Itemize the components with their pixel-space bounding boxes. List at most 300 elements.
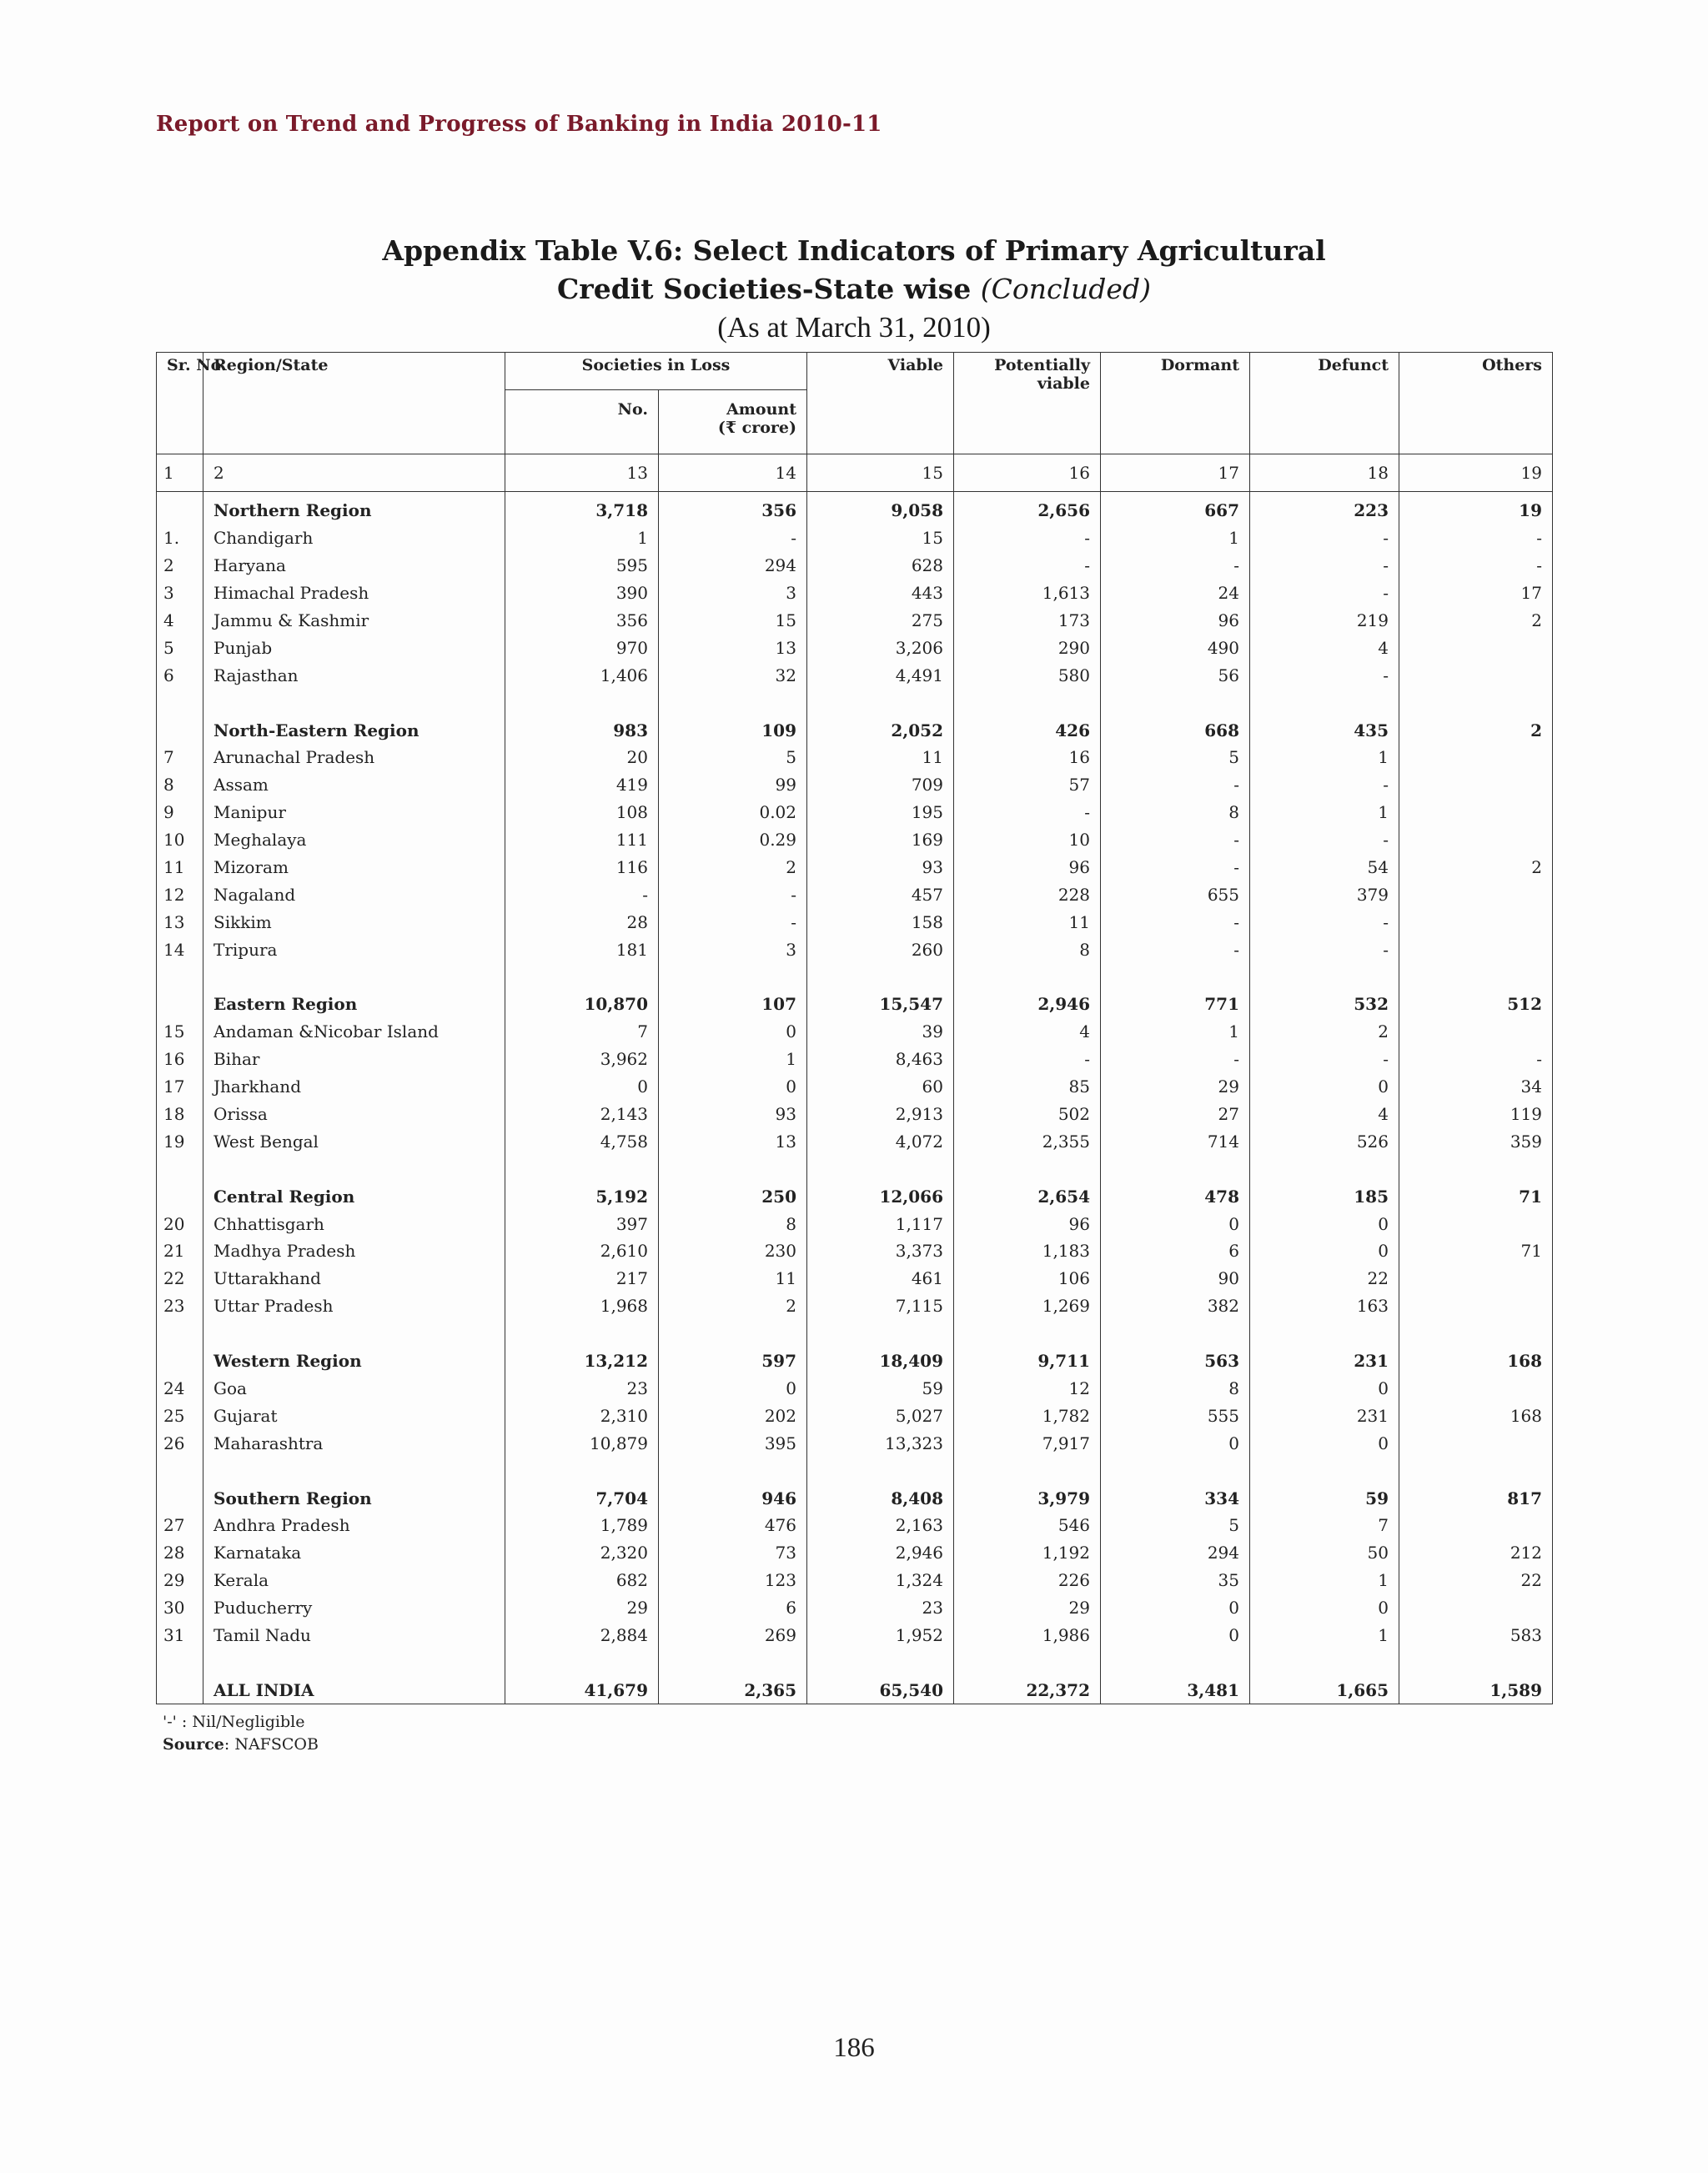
spacer-cell: [1399, 963, 1553, 991]
defunct-cell: 1: [1250, 744, 1399, 771]
sr-no-cell: 4: [157, 607, 203, 635]
viable-cell: 709: [807, 771, 954, 799]
others-cell: 17: [1399, 580, 1553, 607]
sr-no-cell: [157, 991, 203, 1018]
potentially-viable-cell: 1,192: [954, 1539, 1101, 1567]
no-cell: 970: [505, 634, 659, 661]
table-row: [157, 1375, 1553, 1403]
defunct-cell: 532: [1250, 991, 1399, 1018]
dormant-cell: 0: [1101, 1594, 1250, 1622]
viable-cell: 39: [807, 1018, 954, 1046]
no-cell: 1,968: [505, 1292, 659, 1320]
region-state-cell: Chhattisgarh: [203, 1210, 505, 1237]
others-cell: [1399, 1429, 1553, 1457]
viable-cell: 2,163: [807, 1512, 954, 1539]
spacer-cell: [659, 1320, 807, 1347]
region-row: [157, 1347, 1553, 1375]
sr-no-cell: 14: [157, 936, 203, 963]
table-row: [157, 1237, 1553, 1265]
no-cell: 1,406: [505, 661, 659, 689]
viable-cell: 2,946: [807, 1539, 954, 1567]
viable-cell: 59: [807, 1375, 954, 1403]
no-cell: 4,758: [505, 1127, 659, 1155]
table-row: [157, 826, 1553, 854]
others-cell: 359: [1399, 1127, 1553, 1155]
spacer-cell: [1399, 1457, 1553, 1484]
region-state-cell: North-Eastern Region: [203, 716, 505, 744]
table-row: [157, 1292, 1553, 1320]
no-cell: 3,962: [505, 1046, 659, 1073]
no-cell: 7: [505, 1018, 659, 1046]
dormant-cell: 5: [1101, 1512, 1250, 1539]
table-row: [157, 854, 1553, 881]
amount-cell: -: [659, 881, 807, 908]
amount-cell: 13: [659, 1127, 807, 1155]
dormant-cell: 24: [1101, 580, 1250, 607]
dormant-cell: 294: [1101, 1539, 1250, 1567]
region-state-cell: Southern Region: [203, 1484, 505, 1512]
others-cell: [1399, 1292, 1553, 1320]
defunct-cell: 1: [1250, 799, 1399, 826]
amount-cell: 107: [659, 991, 807, 1018]
no-cell: 111: [505, 826, 659, 854]
dormant-cell: 490: [1101, 634, 1250, 661]
sr-no-cell: 8: [157, 771, 203, 799]
column-number: 13: [505, 454, 659, 492]
viable-cell: 8,408: [807, 1484, 954, 1512]
sr-no-cell: 2: [157, 552, 203, 580]
amount-cell: 476: [659, 1512, 807, 1539]
no-cell: 2,884: [505, 1622, 659, 1649]
region-state-cell: Northern Region: [203, 492, 505, 524]
spacer-cell: [954, 1457, 1101, 1484]
potentially-viable-cell: 2,946: [954, 991, 1101, 1018]
viable-cell: 275: [807, 607, 954, 635]
table-title-block: [0, 232, 1708, 347]
potentially-viable-cell: 96: [954, 854, 1101, 881]
region-state-cell: Rajasthan: [203, 661, 505, 689]
amount-cell: 3: [659, 580, 807, 607]
sr-no-cell: 9: [157, 799, 203, 826]
amount-cell: 5: [659, 744, 807, 771]
sr-no-cell: 13: [157, 908, 203, 936]
amount-cell: -: [659, 524, 807, 552]
spacer-cell: [1399, 1155, 1553, 1182]
source-note: [163, 1734, 319, 1756]
region-state-cell: Puducherry: [203, 1594, 505, 1622]
region-state-cell: Haryana: [203, 552, 505, 580]
table-title-concluded: (Concluded): [980, 273, 1151, 305]
others-cell: 34: [1399, 1073, 1553, 1101]
spacer-cell: [157, 963, 203, 991]
sr-no-cell: 7: [157, 744, 203, 771]
potentially-viable-cell: 4: [954, 1018, 1101, 1046]
sr-no-cell: 15: [157, 1018, 203, 1046]
table-row: [157, 1210, 1553, 1237]
viable-cell: 3,206: [807, 634, 954, 661]
defunct-cell: 0: [1250, 1375, 1399, 1403]
sr-no-cell: 16: [157, 1046, 203, 1073]
defunct-cell: 219: [1250, 607, 1399, 635]
dormant-cell: 3,481: [1101, 1676, 1250, 1704]
amount-cell: 597: [659, 1347, 807, 1375]
nil-note: [163, 1711, 319, 1734]
no-cell: 419: [505, 771, 659, 799]
spacer-row: [157, 1649, 1553, 1676]
others-cell: 512: [1399, 991, 1553, 1018]
others-cell: [1399, 1210, 1553, 1237]
potentially-viable-cell: 10: [954, 826, 1101, 854]
region-state-cell: Jammu & Kashmir: [203, 607, 505, 635]
others-cell: -: [1399, 524, 1553, 552]
amount-cell: 6: [659, 1594, 807, 1622]
others-cell: -: [1399, 552, 1553, 580]
spacer-cell: [203, 1155, 505, 1182]
potentially-viable-cell: 9,711: [954, 1347, 1101, 1375]
no-cell: 595: [505, 552, 659, 580]
spacer-cell: [203, 689, 505, 716]
others-cell: [1399, 1375, 1553, 1403]
potentially-viable-cell: 228: [954, 881, 1101, 908]
amount-cell: 2: [659, 854, 807, 881]
table-row: [157, 881, 1553, 908]
others-cell: [1399, 881, 1553, 908]
region-state-cell: Manipur: [203, 799, 505, 826]
others-cell: [1399, 1018, 1553, 1046]
defunct-cell: -: [1250, 524, 1399, 552]
defunct-cell: 0: [1250, 1594, 1399, 1622]
others-cell: [1399, 826, 1553, 854]
dormant-cell: 1: [1101, 1018, 1250, 1046]
dormant-cell: 555: [1101, 1402, 1250, 1429]
sr-no-cell: [157, 1676, 203, 1704]
header-societies-in-loss: Societies in Loss: [505, 353, 807, 390]
others-cell: [1399, 1594, 1553, 1622]
dormant-cell: 90: [1101, 1265, 1250, 1292]
potentially-viable-cell: 85: [954, 1073, 1101, 1101]
sr-no-cell: 24: [157, 1375, 203, 1403]
no-cell: 5,192: [505, 1182, 659, 1210]
header-amount-line2: (₹ crore): [717, 419, 796, 437]
sr-no-cell: 31: [157, 1622, 203, 1649]
no-cell: 390: [505, 580, 659, 607]
spacer-cell: [954, 1320, 1101, 1347]
region-state-cell: Chandigarh: [203, 524, 505, 552]
amount-cell: 0: [659, 1073, 807, 1101]
spacer-cell: [157, 1155, 203, 1182]
table-row: [157, 607, 1553, 635]
table-row: [157, 1018, 1553, 1046]
viable-cell: 65,540: [807, 1676, 954, 1704]
dormant-cell: 5: [1101, 744, 1250, 771]
sr-no-cell: 18: [157, 1101, 203, 1128]
sr-no-cell: 1.: [157, 524, 203, 552]
no-cell: 1: [505, 524, 659, 552]
spacer-cell: [1101, 689, 1250, 716]
viable-cell: 4,491: [807, 661, 954, 689]
header-sr-no: Sr. No.: [157, 353, 203, 454]
table-row: [157, 1539, 1553, 1567]
amount-cell: 395: [659, 1429, 807, 1457]
others-cell: 583: [1399, 1622, 1553, 1649]
spacer-cell: [1101, 963, 1250, 991]
region-state-cell: Kerala: [203, 1567, 505, 1594]
table-row: [157, 744, 1553, 771]
spacer-row: [157, 963, 1553, 991]
spacer-cell: [505, 1457, 659, 1484]
defunct-cell: 0: [1250, 1429, 1399, 1457]
potentially-viable-cell: 1,782: [954, 1402, 1101, 1429]
others-cell: [1399, 771, 1553, 799]
others-cell: 168: [1399, 1347, 1553, 1375]
defunct-cell: 435: [1250, 716, 1399, 744]
no-cell: 108: [505, 799, 659, 826]
nil-text: Nil/Negligible: [192, 1713, 305, 1731]
viable-cell: 8,463: [807, 1046, 954, 1073]
amount-cell: 294: [659, 552, 807, 580]
table-row: [157, 580, 1553, 607]
potentially-viable-cell: 22,372: [954, 1676, 1101, 1704]
region-state-cell: Mizoram: [203, 854, 505, 881]
spacer-cell: [954, 689, 1101, 716]
sr-no-cell: 20: [157, 1210, 203, 1237]
spacer-cell: [203, 1320, 505, 1347]
no-cell: 397: [505, 1210, 659, 1237]
header-dormant: Dormant: [1101, 353, 1250, 454]
no-cell: 10,870: [505, 991, 659, 1018]
dormant-cell: -: [1101, 826, 1250, 854]
spacer-cell: [807, 963, 954, 991]
spacer-cell: [1250, 963, 1399, 991]
column-number: 16: [954, 454, 1101, 492]
viable-cell: 260: [807, 936, 954, 963]
spacer-cell: [157, 1457, 203, 1484]
region-state-cell: Maharashtra: [203, 1429, 505, 1457]
region-state-cell: Uttar Pradesh: [203, 1292, 505, 1320]
defunct-cell: 2: [1250, 1018, 1399, 1046]
potentially-viable-cell: 546: [954, 1512, 1101, 1539]
amount-cell: 109: [659, 716, 807, 744]
dormant-cell: 96: [1101, 607, 1250, 635]
potentially-viable-cell: 12: [954, 1375, 1101, 1403]
potentially-viable-cell: 1,613: [954, 580, 1101, 607]
potentially-viable-cell: 2,654: [954, 1182, 1101, 1210]
others-cell: [1399, 1265, 1553, 1292]
viable-cell: 5,027: [807, 1402, 954, 1429]
no-cell: 181: [505, 936, 659, 963]
amount-cell: 73: [659, 1539, 807, 1567]
dormant-cell: -: [1101, 1046, 1250, 1073]
viable-cell: 169: [807, 826, 954, 854]
viable-cell: 13,323: [807, 1429, 954, 1457]
viable-cell: 628: [807, 552, 954, 580]
dormant-cell: -: [1101, 854, 1250, 881]
dormant-cell: -: [1101, 552, 1250, 580]
amount-cell: 2,365: [659, 1676, 807, 1704]
potentially-viable-cell: 2,656: [954, 492, 1101, 524]
spacer-cell: [203, 1649, 505, 1676]
table-row: [157, 1073, 1553, 1101]
amount-cell: 15: [659, 607, 807, 635]
sr-no-cell: 6: [157, 661, 203, 689]
no-cell: 0: [505, 1073, 659, 1101]
potentially-viable-cell: 8: [954, 936, 1101, 963]
dormant-cell: 29: [1101, 1073, 1250, 1101]
no-cell: 1,789: [505, 1512, 659, 1539]
spacer-cell: [1101, 1320, 1250, 1347]
others-cell: 22: [1399, 1567, 1553, 1594]
header-potentially-viable-line1: Potentially: [994, 356, 1090, 374]
column-number-row: [157, 454, 1553, 492]
source-label: Source: [163, 1735, 224, 1754]
dormant-cell: -: [1101, 908, 1250, 936]
header-potentially-viable: [954, 353, 1101, 454]
potentially-viable-cell: 426: [954, 716, 1101, 744]
region-state-cell: Tripura: [203, 936, 505, 963]
others-cell: [1399, 634, 1553, 661]
spacer-cell: [505, 1320, 659, 1347]
spacer-cell: [505, 689, 659, 716]
others-cell: 212: [1399, 1539, 1553, 1567]
spacer-cell: [807, 1155, 954, 1182]
dormant-cell: 667: [1101, 492, 1250, 524]
defunct-cell: 54: [1250, 854, 1399, 881]
region-state-cell: Orissa: [203, 1101, 505, 1128]
dormant-cell: 334: [1101, 1484, 1250, 1512]
viable-cell: 18,409: [807, 1347, 954, 1375]
amount-cell: 0: [659, 1018, 807, 1046]
spacer-cell: [1250, 689, 1399, 716]
defunct-cell: -: [1250, 661, 1399, 689]
amount-cell: 123: [659, 1567, 807, 1594]
table-subtitle: (As at March 31, 2010): [717, 311, 991, 344]
region-row: [157, 716, 1553, 744]
no-cell: 3,718: [505, 492, 659, 524]
pacs-indicators-table: [156, 352, 1553, 1704]
sr-no-cell: 10: [157, 826, 203, 854]
header-no: No.: [505, 390, 659, 454]
region-row: [157, 1182, 1553, 1210]
no-cell: 20: [505, 744, 659, 771]
potentially-viable-cell: -: [954, 524, 1101, 552]
sr-no-cell: 27: [157, 1512, 203, 1539]
header-viable: Viable: [807, 353, 954, 454]
potentially-viable-cell: -: [954, 799, 1101, 826]
region-state-cell: Eastern Region: [203, 991, 505, 1018]
others-cell: [1399, 661, 1553, 689]
dormant-cell: 478: [1101, 1182, 1250, 1210]
viable-cell: 457: [807, 881, 954, 908]
table-title-line1: Appendix Table V.6: Select Indicators of Primary Agricultural: [382, 234, 1326, 267]
header-defunct: Defunct: [1250, 353, 1399, 454]
amount-cell: 250: [659, 1182, 807, 1210]
amount-cell: 2: [659, 1292, 807, 1320]
potentially-viable-cell: 2,355: [954, 1127, 1101, 1155]
viable-cell: 15,547: [807, 991, 954, 1018]
viable-cell: 9,058: [807, 492, 954, 524]
viable-cell: 1,117: [807, 1210, 954, 1237]
sr-no-cell: 21: [157, 1237, 203, 1265]
potentially-viable-cell: 1,269: [954, 1292, 1101, 1320]
amount-cell: 1: [659, 1046, 807, 1073]
table-row: [157, 908, 1553, 936]
potentially-viable-cell: 1,183: [954, 1237, 1101, 1265]
table-title-bold: Credit Societies-State wise: [557, 273, 972, 305]
dormant-cell: 714: [1101, 1127, 1250, 1155]
defunct-cell: 7: [1250, 1512, 1399, 1539]
amount-cell: 356: [659, 492, 807, 524]
viable-cell: 93: [807, 854, 954, 881]
potentially-viable-cell: -: [954, 552, 1101, 580]
spacer-cell: [1399, 1320, 1553, 1347]
spacer-cell: [203, 963, 505, 991]
no-cell: 2,143: [505, 1101, 659, 1128]
defunct-cell: 22: [1250, 1265, 1399, 1292]
defunct-cell: -: [1250, 771, 1399, 799]
amount-cell: 0.29: [659, 826, 807, 854]
potentially-viable-cell: -: [954, 1046, 1101, 1073]
others-cell: 71: [1399, 1237, 1553, 1265]
amount-cell: 269: [659, 1622, 807, 1649]
table-body: [157, 454, 1553, 1704]
spacer-cell: [157, 689, 203, 716]
table-row: [157, 661, 1553, 689]
potentially-viable-cell: 173: [954, 607, 1101, 635]
spacer-cell: [1101, 1155, 1250, 1182]
defunct-cell: 59: [1250, 1484, 1399, 1512]
spacer-row: [157, 1457, 1553, 1484]
potentially-viable-cell: 3,979: [954, 1484, 1101, 1512]
region-state-cell: Tamil Nadu: [203, 1622, 505, 1649]
dormant-cell: -: [1101, 771, 1250, 799]
viable-cell: 4,072: [807, 1127, 954, 1155]
no-cell: -: [505, 881, 659, 908]
dormant-cell: 27: [1101, 1101, 1250, 1128]
amount-cell: 11: [659, 1265, 807, 1292]
dormant-cell: 8: [1101, 799, 1250, 826]
potentially-viable-cell: 502: [954, 1101, 1101, 1128]
defunct-cell: -: [1250, 908, 1399, 936]
region-state-cell: Sikkim: [203, 908, 505, 936]
spacer-cell: [659, 963, 807, 991]
defunct-cell: 50: [1250, 1539, 1399, 1567]
others-cell: -: [1399, 1046, 1553, 1073]
region-state-cell: West Bengal: [203, 1127, 505, 1155]
no-cell: 23: [505, 1375, 659, 1403]
table-row: [157, 1594, 1553, 1622]
sr-no-cell: [157, 1484, 203, 1512]
amount-cell: 3: [659, 936, 807, 963]
spacer-cell: [1399, 1649, 1553, 1676]
viable-cell: 158: [807, 908, 954, 936]
dormant-cell: 0: [1101, 1429, 1250, 1457]
column-number: 18: [1250, 454, 1399, 492]
region-state-cell: Jharkhand: [203, 1073, 505, 1101]
no-cell: 983: [505, 716, 659, 744]
viable-cell: 15: [807, 524, 954, 552]
defunct-cell: 0: [1250, 1073, 1399, 1101]
others-cell: 2: [1399, 854, 1553, 881]
others-cell: 1,589: [1399, 1676, 1553, 1704]
viable-cell: 3,373: [807, 1237, 954, 1265]
region-state-cell: Gujarat: [203, 1402, 505, 1429]
header-amount-line1: Amount: [726, 400, 796, 419]
table-title-line2: [0, 270, 1708, 309]
defunct-cell: 4: [1250, 1101, 1399, 1128]
region-state-cell: Meghalaya: [203, 826, 505, 854]
viable-cell: 1,324: [807, 1567, 954, 1594]
spacer-cell: [1250, 1457, 1399, 1484]
